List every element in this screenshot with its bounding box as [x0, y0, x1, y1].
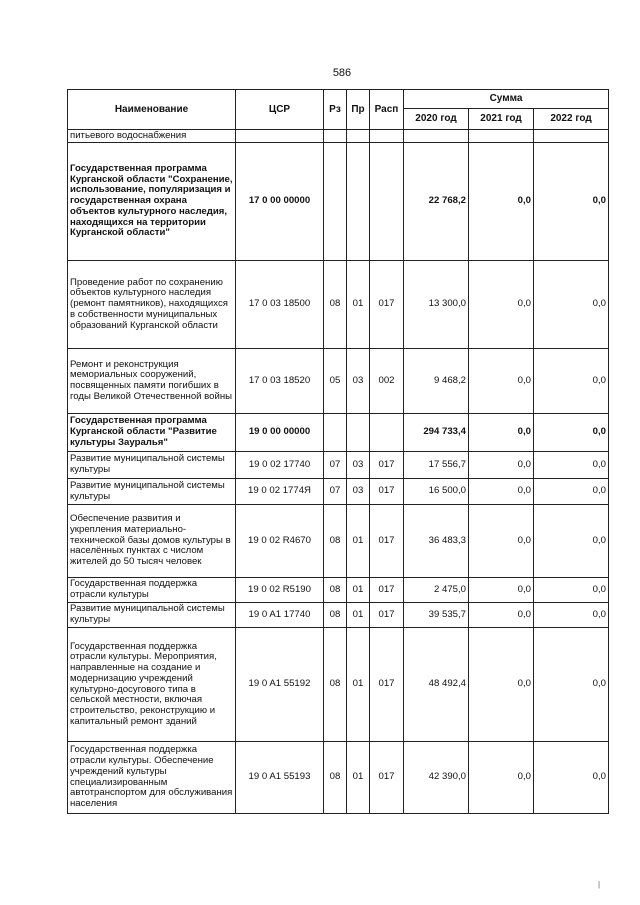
cell-name: Государственная программа Курганской области "Сохранение, использование, популяризация и государственная охрана объектов культурного наследия, находящихся на территории Курганской области" — [68, 143, 236, 261]
cell-name: питьевого водоснабжения — [68, 130, 236, 143]
cell-rasp: 017 — [370, 261, 404, 349]
cell-rz: 08 — [324, 261, 347, 349]
cell-y2022 — [534, 130, 609, 143]
cell-rz: 08 — [324, 505, 347, 578]
cell-name: Государственная поддержка отрасли культуры. Обеспечение учреждений культуры специализированным автотранспортом для обслуживания населения — [68, 742, 236, 814]
cell-rz: 08 — [324, 603, 347, 628]
cell-pr: 03 — [347, 452, 370, 479]
cell-csr: 19 0 02 R5190 — [236, 578, 324, 603]
cell-y2022: 0,0 — [534, 603, 609, 628]
cell-y2021: 0,0 — [469, 505, 534, 578]
cell-csr: 19 0 02 17740 — [236, 452, 324, 479]
table-row — [68, 578, 609, 603]
cell-name: Государственная программа Курганской области "Развитие культуры Зауралья" — [68, 414, 236, 452]
table-row — [68, 130, 609, 143]
table-row — [68, 505, 609, 578]
table-row — [68, 414, 609, 452]
cell-y2020: 13 300,0 — [404, 261, 469, 349]
cell-y2020: 48 492,4 — [404, 628, 469, 742]
edge-mark: | — [598, 880, 601, 889]
cell-y2021: 0,0 — [469, 603, 534, 628]
cell-name: Государственная поддержка отрасли культуры — [68, 578, 236, 603]
table-row — [68, 742, 609, 814]
cell-csr: 17 0 03 18500 — [236, 261, 324, 349]
table-row — [68, 603, 609, 628]
cell-csr — [236, 130, 324, 143]
cell-rasp: 017 — [370, 505, 404, 578]
header-2021: 2021 год — [469, 109, 534, 130]
cell-rasp — [370, 130, 404, 143]
cell-y2022: 0,0 — [534, 261, 609, 349]
table-row — [68, 628, 609, 742]
cell-name: Ремонт и реконструкция мемориальных сооружений, посвященных памяти погибших в годы Великой Отечественной войны — [68, 349, 236, 414]
cell-rasp: 017 — [370, 742, 404, 814]
cell-name: Развитие муниципальной системы культуры — [68, 479, 236, 505]
cell-y2021: 0,0 — [469, 742, 534, 814]
cell-y2021 — [469, 130, 534, 143]
cell-rz: 08 — [324, 742, 347, 814]
cell-pr — [347, 143, 370, 261]
cell-y2020: 42 390,0 — [404, 742, 469, 814]
cell-rasp: 017 — [370, 479, 404, 505]
cell-rasp — [370, 414, 404, 452]
cell-y2020: 39 535,7 — [404, 603, 469, 628]
header-pr: Пр — [347, 90, 370, 130]
table-row — [68, 479, 609, 505]
cell-name: Развитие муниципальной системы культуры — [68, 452, 236, 479]
cell-rasp: 017 — [370, 603, 404, 628]
header-rz: Рз — [324, 90, 347, 130]
cell-y2022: 0,0 — [534, 742, 609, 814]
cell-rz: 05 — [324, 349, 347, 414]
cell-y2021: 0,0 — [469, 479, 534, 505]
cell-csr: 19 0 A1 55193 — [236, 742, 324, 814]
cell-pr: 01 — [347, 261, 370, 349]
cell-y2022: 0,0 — [534, 578, 609, 603]
cell-rz — [324, 143, 347, 261]
cell-name: Проведение работ по сохранению объектов культурного наследия (ремонт памятников), находящихся в собственности муниципальных образований Курганской области — [68, 261, 236, 349]
cell-y2022: 0,0 — [534, 349, 609, 414]
cell-y2020: 2 475,0 — [404, 578, 469, 603]
cell-y2020: 17 556,7 — [404, 452, 469, 479]
cell-pr: 03 — [347, 479, 370, 505]
cell-rz: 07 — [324, 452, 347, 479]
cell-y2022: 0,0 — [534, 505, 609, 578]
cell-name: Государственная поддержка отрасли культуры. Мероприятия, направленные на создание и модернизацию учреждений культурно-досугового типа в сельской местности, включая строительство, реконструкцию и капитальный ремонт зданий — [68, 628, 236, 742]
header-name: Наименование — [68, 90, 236, 130]
cell-y2020: 16 500,0 — [404, 479, 469, 505]
cell-y2022: 0,0 — [534, 479, 609, 505]
cell-name: Обеспечение развития и укрепления материально-технической базы домов культуры в населённых пунктах с числом жителей до 50 тысяч человек — [68, 505, 236, 578]
cell-y2020: 22 768,2 — [404, 143, 469, 261]
cell-csr: 19 0 A1 55192 — [236, 628, 324, 742]
cell-rz: 08 — [324, 628, 347, 742]
cell-csr: 19 0 02 1774Я — [236, 479, 324, 505]
cell-y2021: 0,0 — [469, 143, 534, 261]
cell-pr: 01 — [347, 505, 370, 578]
cell-y2021: 0,0 — [469, 628, 534, 742]
cell-rasp: 017 — [370, 578, 404, 603]
cell-rasp: 017 — [370, 452, 404, 479]
cell-pr: 01 — [347, 578, 370, 603]
header-rasp: Расп — [370, 90, 404, 130]
cell-csr: 19 0 A1 17740 — [236, 603, 324, 628]
cell-pr: 01 — [347, 603, 370, 628]
cell-y2021: 0,0 — [469, 261, 534, 349]
cell-rz: 07 — [324, 479, 347, 505]
header-2020: 2020 год — [404, 109, 469, 130]
cell-csr: 17 0 03 18520 — [236, 349, 324, 414]
cell-rasp: 002 — [370, 349, 404, 414]
cell-rasp: 017 — [370, 628, 404, 742]
cell-csr: 19 0 02 R4670 — [236, 505, 324, 578]
header-sum: Сумма — [404, 90, 609, 109]
budget-table — [67, 89, 609, 814]
cell-y2020: 294 733,4 — [404, 414, 469, 452]
cell-pr — [347, 414, 370, 452]
cell-y2020: 36 483,3 — [404, 505, 469, 578]
cell-y2020: 9 468,2 — [404, 349, 469, 414]
cell-y2021: 0,0 — [469, 349, 534, 414]
table-body — [68, 130, 609, 814]
cell-rz — [324, 130, 347, 143]
cell-y2020 — [404, 130, 469, 143]
cell-csr: 19 0 00 00000 — [236, 414, 324, 452]
table-row — [68, 452, 609, 479]
cell-y2022: 0,0 — [534, 414, 609, 452]
cell-rz: 08 — [324, 578, 347, 603]
table-row — [68, 261, 609, 349]
page-number: 586 — [332, 67, 352, 79]
cell-y2022: 0,0 — [534, 628, 609, 742]
cell-y2022: 0,0 — [534, 452, 609, 479]
header-csr: ЦСР — [236, 90, 324, 130]
table-row — [68, 349, 609, 414]
cell-csr: 17 0 00 00000 — [236, 143, 324, 261]
cell-y2021: 0,0 — [469, 452, 534, 479]
cell-pr: 03 — [347, 349, 370, 414]
cell-name: Развитие муниципальной системы культуры — [68, 603, 236, 628]
cell-rz — [324, 414, 347, 452]
cell-rasp — [370, 143, 404, 261]
cell-y2021: 0,0 — [469, 578, 534, 603]
cell-y2021: 0,0 — [469, 414, 534, 452]
header-2022: 2022 год — [534, 109, 609, 130]
cell-pr — [347, 130, 370, 143]
cell-y2022: 0,0 — [534, 143, 609, 261]
cell-pr: 01 — [347, 628, 370, 742]
cell-pr: 01 — [347, 742, 370, 814]
table-row — [68, 143, 609, 261]
